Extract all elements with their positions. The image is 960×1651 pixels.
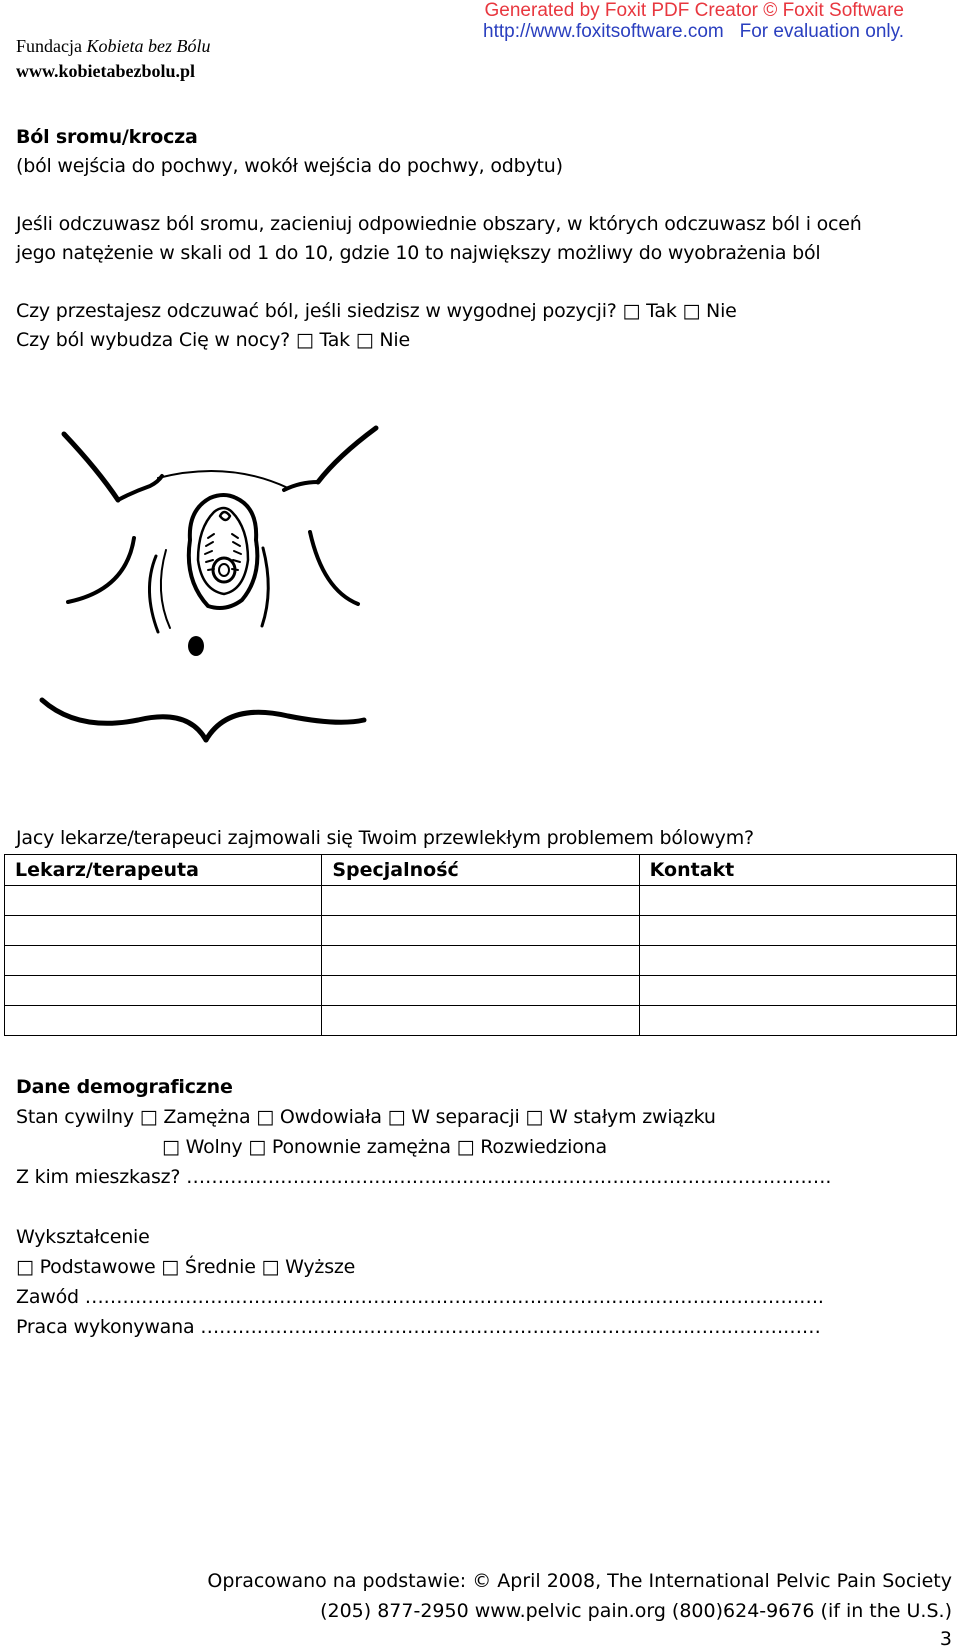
watermark-line-2 [483,21,904,42]
org-website[interactable] [16,61,195,82]
watermark-note: For evaluation only. [739,21,904,42]
instruction-line-2: jego natężenie w skali od 1 do 10, gdzie 10 to największy możliwy do wyobrażenia ból [16,242,821,264]
table-row [5,1006,957,1036]
table-cell[interactable] [322,886,639,916]
civil-status-line-2[interactable]: □ Wolny □ Ponownie zamężna □ Rozwiedziona [162,1136,607,1158]
org-name [16,36,210,57]
table-header-row [5,855,957,886]
table-cell[interactable] [639,886,956,916]
table-row [5,976,957,1006]
table-cell[interactable] [639,976,956,1006]
website-text: www.kobietabezbolu.pl [16,61,196,81]
column-header-contact: Kontakt [639,855,956,886]
column-header-specialty: Specjalność [322,855,639,886]
table-cell[interactable] [5,976,322,1006]
question-sitting-pain[interactable]: Czy przestajesz odczuwać ból, jeśli siedzisz w wygodnej pozycji? □ Tak □ Nie [16,300,737,322]
footer-contact: (205) 877-2950 www.pelvic pain.org (800)624-9676 (if in the U.S.) [320,1600,952,1622]
living-with-field[interactable]: Z kim mieszkasz? …………………………………………………………………………………………. [16,1166,832,1188]
vulva-diagram[interactable] [38,420,398,790]
table-cell[interactable] [639,1006,956,1036]
education-options[interactable]: □ Podstawowe □ Średnie □ Wyższe [16,1256,356,1278]
doctors-question: Jacy lekarze/terapeuci zajmowali się Twoim przewlekłym problemem bólowym? [16,827,754,849]
table-cell[interactable] [5,946,322,976]
job-field[interactable]: Praca wykonywana ……………………………………………………………………………………… [16,1316,821,1338]
column-header-doctor: Lekarz/terapeuta [5,855,322,886]
table-row [5,916,957,946]
watermark-line-1: Generated by Foxit PDF Creator © Foxit Software [484,0,904,21]
education-label: Wykształcenie [16,1226,150,1248]
instruction-line-1: Jeśli odczuwasz ból sromu, zacieniuj odpowiednie obszary, w których odczuwasz ból i oceń [16,213,862,235]
section-subtitle: (ból wejścia do pochwy, wokół wejścia do pochwy, odbytu) [16,155,563,177]
table-cell[interactable] [5,916,322,946]
question-night-pain[interactable]: Czy ból wybudza Cię w nocy? □ Tak □ Nie [16,329,410,351]
doctors-table [4,854,957,1036]
table-cell[interactable] [322,916,639,946]
table-row [5,886,957,916]
table-cell[interactable] [639,916,956,946]
org-name-italic: Kobieta bez Bólu [86,36,211,56]
table-cell[interactable] [5,886,322,916]
civil-status-line-1[interactable]: Stan cywilny □ Zamężna □ Owdowiała □ W separacji □ W stałym związku [16,1106,716,1128]
table-cell[interactable] [639,946,956,976]
watermark-url[interactable]: http://www.foxitsoftware.com [483,21,724,42]
footer-source: Opracowano na podstawie: © April 2008, The International Pelvic Pain Society [207,1570,952,1592]
occupation-field[interactable]: Zawód ………………………………………………………………………………………………………. [16,1286,824,1308]
table-cell[interactable] [322,976,639,1006]
table-row [5,946,957,976]
table-cell[interactable] [322,1006,639,1036]
demographics-title: Dane demograficzne [16,1076,233,1098]
page-number: 3 [939,1628,952,1650]
table-cell[interactable] [5,1006,322,1036]
org-prefix: Fundacja [16,36,87,56]
table-cell[interactable] [322,946,639,976]
section-title: Ból sromu/krocza [16,126,198,148]
